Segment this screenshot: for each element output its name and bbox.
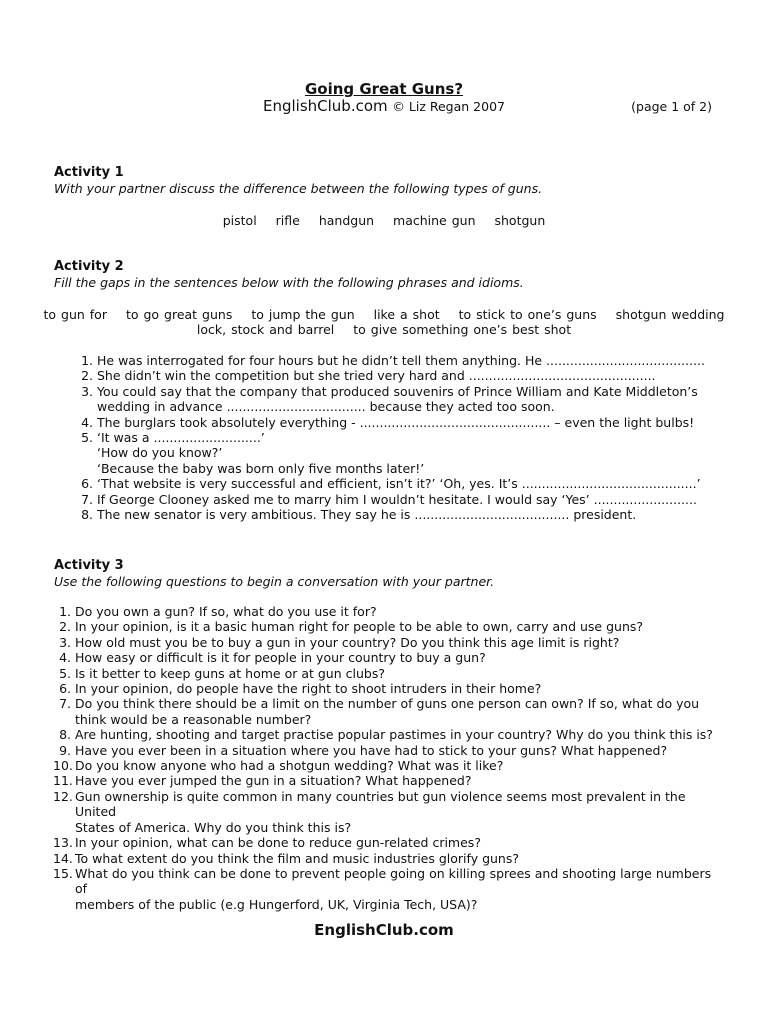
question-item-text: In your opinion, what can be done to reduce gun-related crimes? (75, 835, 481, 851)
activity2-title: Activity 2 (54, 259, 124, 274)
phrase: to jump the gun (251, 307, 355, 322)
gap-fill-sentences (81, 353, 717, 523)
question-item-text: Do you know anyone who had a shotgun wedding? What was it like? (75, 758, 504, 774)
question-item-text: How old must you be to buy a gun in your country? Do you think this age limit is right? (75, 634, 620, 650)
question-item (59, 727, 725, 743)
question-item-text: States of America. Why do you think this is? (75, 819, 352, 835)
sentence-item-text: The burglars took absolutely everything - ................................................ – even the light bulbs! (97, 414, 695, 430)
question-item (59, 650, 725, 666)
activity2-instruction: Fill the gaps in the sentences below with the following phrases and idioms. (54, 275, 524, 290)
question-item-number: 15. (53, 865, 73, 881)
sentence-item-number: 3. (81, 383, 93, 399)
phrase: to stick to one’s guns (458, 307, 597, 322)
phrase: lock, stock and barrel (196, 322, 335, 337)
question-item-text: In your opinion, is it a basic human right for people to be able to own, carry and use guns? (75, 619, 644, 635)
question-item-text: Is it better to keep guns at home or at gun clubs? (75, 665, 385, 681)
copyright: © Liz Regan 2007 (392, 99, 505, 114)
question-item (53, 850, 725, 866)
question-item-number: 7. (59, 696, 71, 712)
activity3-title: Activity 3 (54, 558, 124, 573)
question-item-number: 5. (59, 665, 71, 681)
sentence-item-text: ‘How do you know?’ (97, 445, 223, 461)
sentence-item (81, 383, 717, 415)
question-item-number: 12. (53, 788, 73, 804)
footer-site-name: EnglishClub.com (314, 921, 454, 939)
sentence-item-text: He was interrogated for four hours but he didn’t tell them anything. He ........................................ (97, 353, 705, 368)
question-item-number: 3. (59, 634, 71, 650)
sentence-item (81, 507, 717, 523)
question-item-number: 11. (53, 773, 73, 789)
sentence-item-text: You could say that the company that produced souvenirs of Prince William and Kate Middleton’s (97, 383, 698, 399)
gun-type: handgun (318, 213, 375, 228)
question-item-number: 13. (53, 835, 73, 851)
phrase: to give something one’s best shot (353, 322, 572, 337)
sentence-item (81, 368, 717, 384)
question-item (59, 742, 725, 758)
question-item (59, 681, 725, 697)
question-item-text: Do you think there should be a limit on the number of guns one person can own? If so, what do you (75, 696, 700, 712)
sentence-item (81, 430, 717, 476)
phrase: like a shot (373, 307, 440, 322)
question-item (53, 835, 725, 851)
gun-types-list (0, 213, 768, 228)
question-item-number: 2. (59, 619, 71, 635)
question-item-text: think would be a reasonable number? (75, 711, 312, 727)
sentence-item (81, 353, 717, 368)
sentence-item (81, 476, 717, 492)
question-item-text: In your opinion, do people have the right to shoot intruders in their home? (75, 681, 542, 697)
sentence-item-text: The new senator is very ambitious. They say he is ....................................... president. (97, 507, 637, 523)
activity3-instruction: Use the following questions to begin a conversation with your partner. (54, 574, 495, 589)
question-item-number: 10. (53, 758, 73, 774)
question-item-text: To what extent do you think the film and music industries glorify guns? (75, 850, 520, 866)
phrases-line-1 (0, 307, 768, 322)
sentence-item-text: ‘Because the baby was born only five months later!’ (97, 460, 425, 476)
question-item-number: 4. (59, 650, 71, 666)
sentence-item-number: 8. (81, 507, 93, 523)
page-title: Going Great Guns? (304, 80, 464, 98)
question-item (53, 865, 725, 912)
question-item-number: 9. (59, 742, 71, 758)
question-item-text: What do you think can be done to prevent people going on killing sprees and shooting large numbers of (75, 865, 712, 897)
phrase: shotgun wedding (615, 307, 725, 322)
page-number: (page 1 of 2) (631, 99, 712, 114)
discussion-questions (53, 604, 725, 912)
sentence-item-text: ‘It was a ...........................’ (97, 430, 265, 446)
question-item-number: 6. (59, 681, 71, 697)
site-name: EnglishClub.com (263, 97, 388, 115)
gun-type: machine gun (393, 213, 476, 228)
activity1-title: Activity 1 (54, 165, 124, 180)
sentence-item-number: 6. (81, 476, 93, 492)
question-item (59, 604, 725, 619)
gun-type: shotgun (494, 213, 546, 228)
sentence-item-number: 1. (81, 353, 93, 368)
sentence-item-text: She didn’t win the competition but she tried very hard and ............................................... (97, 368, 656, 384)
question-item (53, 758, 725, 774)
question-item (59, 634, 725, 650)
question-item-text: Gun ownership is quite common in many countries but gun violence seems most prevalent in the United (75, 788, 686, 820)
phrases-line-2 (0, 322, 768, 337)
sentence-item-text: If George Clooney asked me to marry him I wouldn’t hesitate. I would say ‘Yes’ .......................... (97, 491, 697, 507)
phrase: to gun for (43, 307, 107, 322)
phrase: to go great guns (125, 307, 233, 322)
sentence-item (81, 491, 717, 507)
sentence-item-text: ‘That website is very successful and efficient, isn’t it?’ ‘Oh, yes. It’s ............................................’ (97, 476, 701, 492)
question-item-text: How easy or difficult is it for people in your country to buy a gun? (75, 650, 486, 666)
question-item (53, 788, 725, 835)
sentence-item-text: wedding in advance ................................... because they acted too soon. (97, 399, 555, 415)
sentence-item-number: 4. (81, 414, 93, 430)
gun-type: rifle (275, 213, 300, 228)
question-item (59, 696, 725, 727)
question-item (59, 665, 725, 681)
sentence-item-number: 5. (81, 430, 93, 446)
question-item-text: Do you own a gun? If so, what do you use it for? (75, 604, 377, 619)
question-item-text: Have you ever jumped the gun in a situation? What happened? (75, 773, 472, 789)
question-item-text: members of the public (e.g Hungerford, UK, Virginia Tech, USA)? (75, 896, 478, 912)
sentence-item-number: 2. (81, 368, 93, 384)
question-item-text: Have you ever been in a situation where you have had to stick to your guns? What happened? (75, 742, 668, 758)
question-item-number: 1. (59, 604, 71, 619)
sentence-item-number: 7. (81, 491, 93, 507)
question-item (59, 619, 725, 635)
sentence-item (81, 414, 717, 430)
question-item-text: Are hunting, shooting and target practise popular pastimes in your country? Why do you think this is? (75, 727, 713, 743)
question-item (53, 773, 725, 789)
question-item-number: 14. (53, 850, 73, 866)
question-item-number: 8. (59, 727, 71, 743)
activity1-instruction: With your partner discuss the difference between the following types of guns. (54, 181, 543, 196)
gun-type: pistol (222, 213, 257, 228)
